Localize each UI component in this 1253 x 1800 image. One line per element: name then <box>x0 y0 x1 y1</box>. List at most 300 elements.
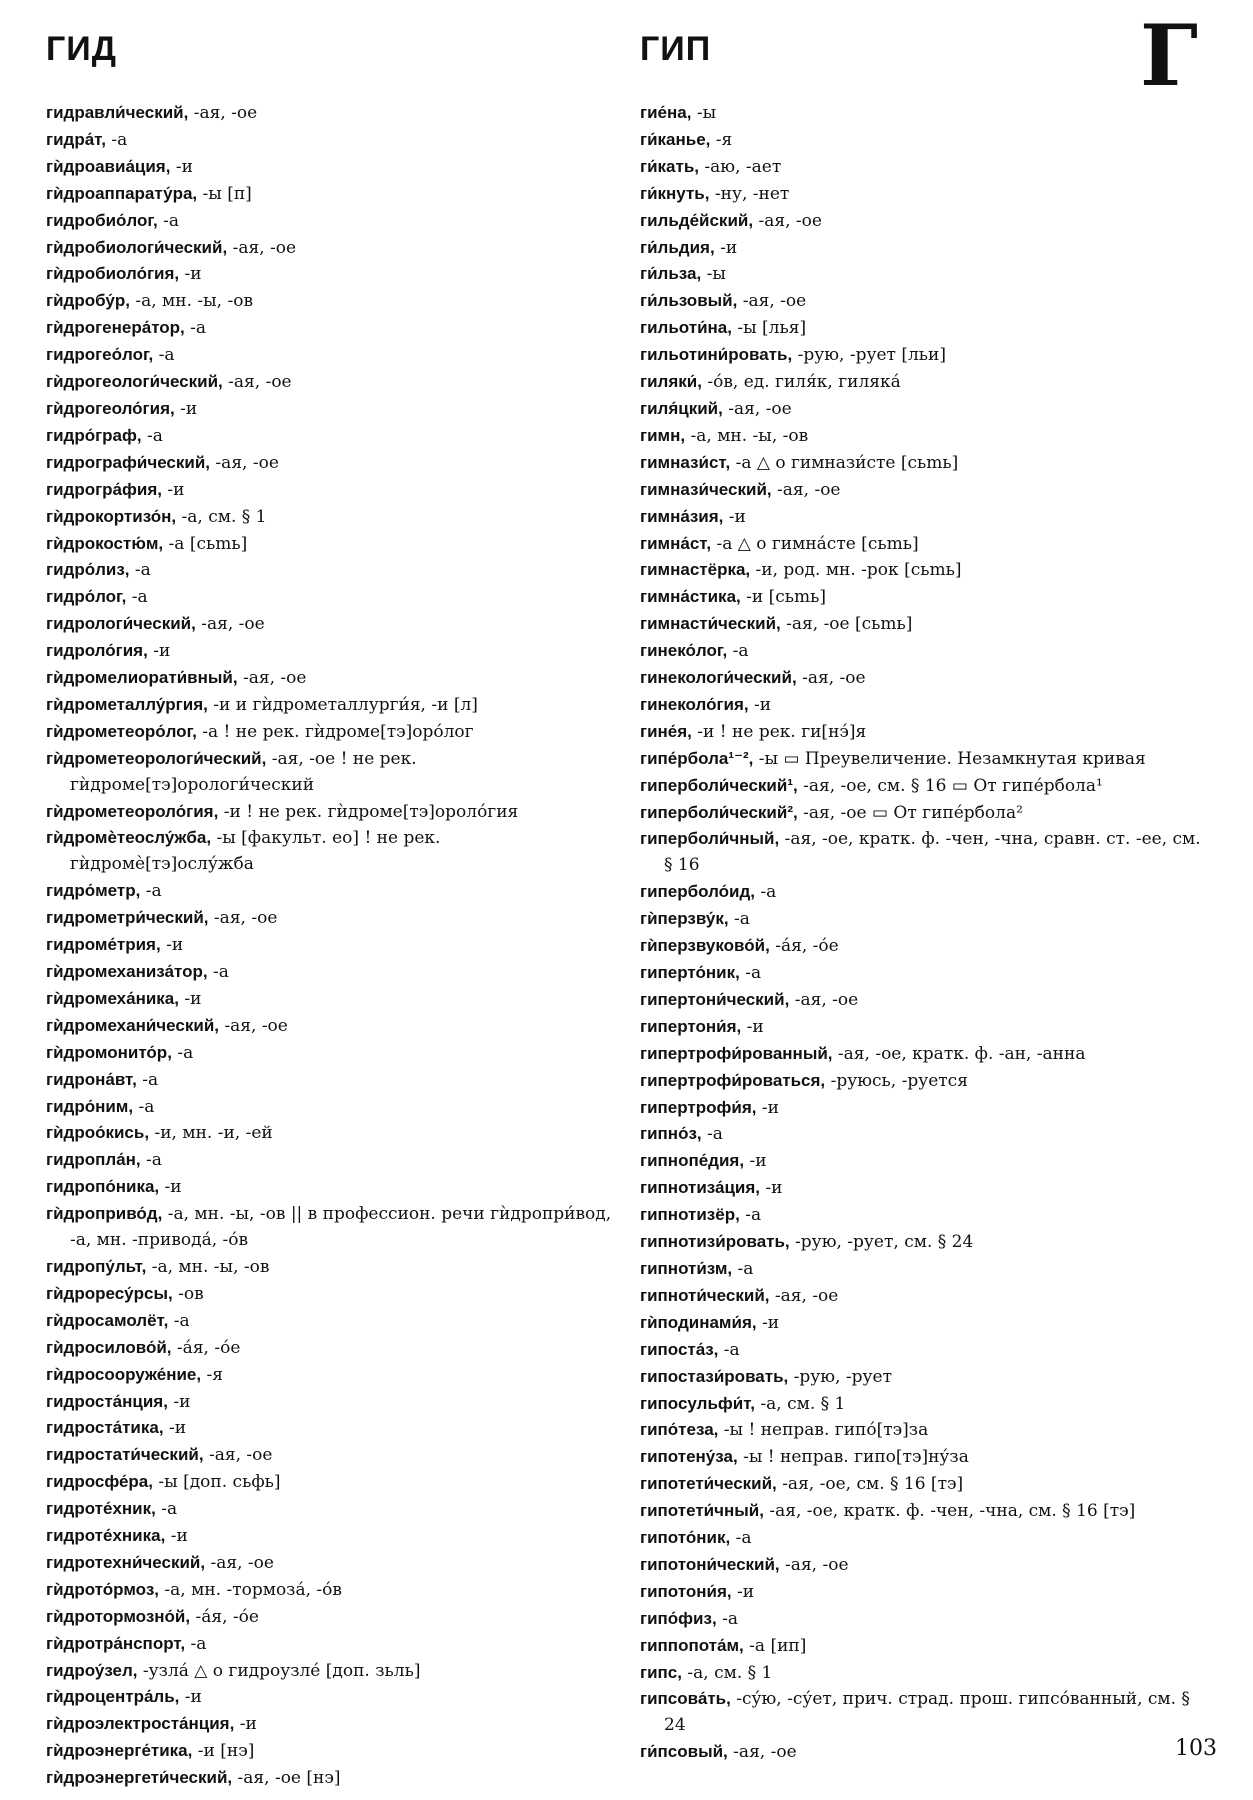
entry-grammar: -а <box>141 425 163 446</box>
entry-headword: гиперболо́ид, <box>640 882 756 902</box>
entry-headword: гѝдрометеороло́гия, <box>46 801 219 821</box>
entry-grammar: -и <box>714 237 738 258</box>
entry-headword: гильотини́ровать, <box>640 345 793 365</box>
entry-headword: ги́льза, <box>640 264 702 284</box>
dictionary-entry <box>640 1391 1210 1418</box>
entry-headword: гидропла́н, <box>46 1150 141 1170</box>
dictionary-entry <box>640 1417 1210 1444</box>
dictionary-entry <box>46 1631 616 1658</box>
entry-grammar: -ая, -ое <box>222 372 292 393</box>
entry-headword: гѝдромѐтеослу́жба, <box>46 828 212 848</box>
entry-headword: гиляки́, <box>640 372 702 392</box>
dictionary-entry <box>46 1550 616 1577</box>
entry-grammar: -а <box>718 1339 740 1360</box>
entry-headword: гѝдрото́рмоз, <box>46 1579 159 1599</box>
entry-grammar: -и ! не рек. ги[нэ́]я <box>691 721 867 742</box>
dictionary-entry <box>640 611 1210 638</box>
dictionary-entry <box>46 1201 616 1254</box>
entry-grammar: -а <box>739 1205 762 1226</box>
entry-grammar: -ая, -ое <box>753 210 822 231</box>
dictionary-entry <box>640 235 1210 262</box>
entry-headword: гипнотизёр, <box>640 1205 740 1225</box>
entry-grammar: -а́я, -о́е <box>769 936 839 957</box>
dictionary-entry <box>46 665 616 692</box>
entry-headword: гипостази́ровать, <box>640 1366 789 1386</box>
dictionary-entry <box>46 1684 616 1711</box>
dictionary-entry <box>640 1552 1210 1579</box>
entry-headword: гипноти́зм, <box>640 1258 733 1278</box>
entry-grammar: -и <box>741 1016 764 1037</box>
dictionary-entry <box>640 208 1210 235</box>
dictionary-entry <box>46 905 616 932</box>
dictionary-entry <box>640 719 1210 746</box>
entry-grammar: -и <box>760 1178 783 1199</box>
entry-headword: гѝдрометеоро́лог, <box>46 721 197 741</box>
entry-grammar: -ая, -ое <box>789 989 859 1010</box>
entry-headword: гидро́лиз, <box>46 560 130 580</box>
entry-headword: гипертрофи́я, <box>640 1097 757 1117</box>
entry-headword: гидропу́льт, <box>46 1256 147 1276</box>
entry-grammar: -су́ю, -су́ет, прич. страд. прош. гипсо́ванный, см. § 24 <box>664 1689 1190 1736</box>
entry-headword: гидроте́хника, <box>46 1526 166 1546</box>
dictionary-entry <box>46 235 616 262</box>
entry-grammar: -и <box>179 1687 202 1708</box>
dictionary-entry <box>640 477 1210 504</box>
entry-grammar: -а <box>140 1150 162 1171</box>
entry-headword: гипото́ник, <box>640 1528 731 1548</box>
entry-grammar: -а <box>716 1608 738 1629</box>
entry-headword: гипотони́ческий, <box>640 1554 780 1574</box>
dictionary-entry <box>640 1310 1210 1337</box>
entry-grammar: -а́я, -о́е <box>171 1337 241 1358</box>
dictionary-entry <box>640 665 1210 692</box>
dictionary-entry <box>46 1658 616 1685</box>
entry-grammar: -а, мн. -тормоза́, -о́в <box>159 1579 342 1600</box>
dictionary-entry <box>46 208 616 235</box>
dictionary-entry <box>46 638 616 665</box>
dictionary-entry <box>46 1577 616 1604</box>
dictionary-entry <box>640 1444 1210 1471</box>
dictionary-entry <box>46 825 616 878</box>
entry-grammar: -а <box>133 1096 155 1117</box>
entry-grammar: -ы [факульт. ео] ! не рек. гѝдромѐ[тэ]ослу́жба <box>70 828 441 875</box>
entry-grammar: -ая, -ое <box>208 908 278 929</box>
entry-grammar: -рую, -рует <box>788 1366 893 1387</box>
entry-headword: гѝдроэнерге́тика, <box>46 1741 193 1761</box>
entry-headword: гидроу́зел, <box>46 1660 138 1680</box>
dictionary-entry <box>46 477 616 504</box>
entry-grammar: -ы <box>691 103 717 123</box>
entry-grammar: -а <box>155 1499 178 1520</box>
dictionary-entry <box>46 1040 616 1067</box>
entry-headword: гидрогео́лог, <box>46 345 154 365</box>
right-column <box>640 100 1210 1766</box>
entry-headword: гимна́ст, <box>640 533 712 553</box>
dictionary-entry <box>46 1362 616 1389</box>
entry-headword: гидро́метр, <box>46 881 141 901</box>
entry-headword: ги́льзовый, <box>640 291 738 311</box>
dictionary-entry <box>46 342 616 369</box>
dictionary-entry <box>46 557 616 584</box>
entry-grammar: -а <box>171 1042 194 1063</box>
dictionary-entry <box>640 1256 1210 1283</box>
entry-headword: гѝдробиологи́ческий, <box>46 237 228 257</box>
entry-headword: гидравли́ческий, <box>46 103 189 122</box>
entry-headword: гѝдромехани́ческий, <box>46 1015 219 1035</box>
entry-headword: гипотети́ческий, <box>640 1474 777 1494</box>
dictionary-entry <box>640 1633 1210 1660</box>
dictionary-entry <box>46 1120 616 1147</box>
dictionary-entry <box>46 692 616 719</box>
dictionary-entry <box>46 1604 616 1631</box>
entry-headword: гипо́физ, <box>640 1608 717 1628</box>
dictionary-entry <box>46 1094 616 1121</box>
dictionary-entry <box>46 1711 616 1738</box>
entry-headword: гинеко́лог, <box>640 641 728 661</box>
entry-grammar: -а, мн. -ы, -ов || в профессион. речи гѝдропри́вод, -а, мн. -привода́, -о́в <box>70 1204 612 1251</box>
entry-headword: гипсова́ть, <box>640 1689 731 1709</box>
entry-grammar: -ы ▭ Преувеличение. Незамкнутая кривая <box>753 748 1146 769</box>
entry-headword: гѝперзву́к, <box>640 909 729 929</box>
entry-grammar: -а, мн. -ы, -ов <box>129 291 254 312</box>
entry-headword: гимнастёрка, <box>640 560 751 580</box>
entry-grammar: -а [cьmь] <box>163 533 248 554</box>
dictionary-entry <box>46 1147 616 1174</box>
dictionary-entry <box>46 584 616 611</box>
entry-grammar: -ая, -ое ! не рек. гѝдроме[тэ]орологи́ческий <box>70 748 417 795</box>
entry-grammar: -и <box>179 988 202 1009</box>
entry-headword: гипс, <box>640 1662 682 1682</box>
dictionary-entry <box>46 154 616 181</box>
entry-headword: гипотену́за, <box>640 1447 738 1467</box>
entry-grammar: -а <box>739 963 762 983</box>
entry-grammar: -руюсь, -руется <box>825 1070 968 1091</box>
dictionary-entry <box>640 1068 1210 1095</box>
dictionary-entry <box>640 746 1210 773</box>
entry-headword: гѝдроэнергети́ческий, <box>46 1768 233 1788</box>
entry-grammar: -и [сьmь] <box>740 587 827 608</box>
entry-headword: гимна́стика, <box>640 587 741 607</box>
entry-headword: гѝдрокостю́м, <box>46 533 164 553</box>
entry-headword: гидрологи́ческий, <box>46 614 196 634</box>
dictionary-entry <box>640 1525 1210 1552</box>
entry-headword: гѝдроприво́д, <box>46 1204 163 1224</box>
dictionary-entry <box>640 423 1210 450</box>
dictionary-entry <box>640 638 1210 665</box>
dictionary-entry <box>46 288 616 315</box>
entry-grammar: -ая, -ое, кратк. ф. -ан, -анна <box>832 1043 1086 1064</box>
entry-grammar: -ы [п] <box>197 183 252 204</box>
dictionary-entry <box>640 879 1210 906</box>
entry-headword: гѝдрометаллу́ргия, <box>46 694 208 714</box>
entry-headword: гипно́з, <box>640 1124 702 1144</box>
entry-grammar: -и <box>161 479 185 500</box>
dictionary-entry <box>640 342 1210 369</box>
entry-headword: гѝдрогенера́тор, <box>46 318 185 338</box>
entry-headword: гѝдротормозно́й, <box>46 1606 191 1626</box>
entry-grammar: -ая, -ое ▭ От гипе́рбола² <box>797 802 1023 823</box>
entry-grammar: -и <box>756 1312 780 1333</box>
entry-grammar: -ая, -ое <box>188 103 258 123</box>
entry-grammar: -а, мн. -ы, -ов <box>685 425 809 446</box>
entry-grammar: -а <box>168 1310 190 1331</box>
entry-headword: гидростати́ческий, <box>46 1445 204 1465</box>
entry-grammar: -и <box>163 1418 187 1439</box>
running-head-left: ГИД <box>46 30 117 68</box>
entry-grammar: -и <box>174 398 198 419</box>
dictionary-entry <box>640 450 1210 477</box>
entry-grammar: -аю, -ает <box>699 156 782 177</box>
entry-grammar: -ая, -ое <box>722 398 792 419</box>
entry-headword: гидроме́трия, <box>46 935 161 955</box>
entry-headword: гипотети́чный, <box>640 1501 764 1521</box>
entry-grammar: -и <box>160 935 184 956</box>
dictionary-entry <box>46 719 616 746</box>
entry-grammar: -а <box>185 1633 207 1654</box>
dictionary-entry <box>46 878 616 905</box>
entry-headword: гидробио́лог, <box>46 210 158 230</box>
entry-grammar: -и <box>756 1097 779 1118</box>
entry-headword: гипертони́я, <box>640 1016 742 1036</box>
entry-headword: гидро́граф, <box>46 425 142 445</box>
dictionary-entry <box>640 1175 1210 1202</box>
dictionary-entry <box>46 100 616 127</box>
entry-headword: ги́псовый, <box>640 1742 728 1762</box>
dictionary-entry <box>46 261 616 288</box>
entry-headword: гипотони́я, <box>640 1581 732 1601</box>
entry-grammar: -рую, -рует [льи] <box>792 345 946 366</box>
entry-headword: гидро́лог, <box>46 587 127 607</box>
entry-grammar: -ая, -ое <box>210 452 279 473</box>
entry-grammar: -ая, -ое, см. § 16 ▭ От гипе́рбола¹ <box>797 775 1103 796</box>
entry-headword: ги́кать, <box>640 156 699 176</box>
dictionary-entry <box>640 181 1210 208</box>
entry-headword: гипноти́ческий, <box>640 1285 770 1305</box>
dictionary-entry <box>640 1364 1210 1391</box>
entry-headword: гѝдросамолёт, <box>46 1310 169 1330</box>
entry-grammar: -а, см. § 1 <box>681 1662 773 1683</box>
entry-headword: гипертони́ческий, <box>640 989 790 1009</box>
dictionary-entry <box>46 504 616 531</box>
entry-headword: гимнази́ческий, <box>640 479 772 499</box>
entry-grammar: -а <box>728 909 750 930</box>
entry-grammar: -узла́ △ о гидроузле́ [доп. зьль] <box>137 1660 421 1681</box>
entry-grammar: -ая, -ое <box>796 668 866 689</box>
dictionary-entry <box>640 1606 1210 1633</box>
dictionary-entry <box>46 1496 616 1523</box>
entry-headword: гиля́цкий, <box>640 398 723 418</box>
entry-headword: гѝдрогеоло́гия, <box>46 398 175 418</box>
dictionary-entry <box>640 504 1210 531</box>
dictionary-entry <box>46 932 616 959</box>
entry-grammar: -а ! не рек. гѝдроме[тэ]оро́лог <box>196 721 474 742</box>
entry-headword: гимн, <box>640 425 686 445</box>
entry-headword: гѝдромеханиза́тор, <box>46 962 208 981</box>
entry-headword: гѝдрогеологи́ческий, <box>46 372 223 392</box>
entry-headword: гипертрофи́роваться, <box>640 1070 826 1090</box>
entry-grammar: -и, мн. -и, -ей <box>149 1123 273 1144</box>
dictionary-entry <box>46 1067 616 1094</box>
entry-grammar: -ы ! неправ. гипо[тэ]ну́за <box>737 1447 969 1468</box>
entry-grammar: -ая, -ое <box>237 668 307 689</box>
entry-grammar: -а, см. § 1 <box>176 506 267 527</box>
dictionary-entry <box>46 423 616 450</box>
dictionary-entry <box>640 1660 1210 1687</box>
entry-grammar: -ая, -ое [нэ] <box>232 1768 341 1789</box>
dictionary-entry <box>640 826 1210 879</box>
entry-headword: гѝдроресу́рсы, <box>46 1283 173 1303</box>
dictionary-entry <box>640 584 1210 611</box>
entry-grammar: -и и гѝдрометаллурги́я, -и [л] <box>207 694 478 715</box>
entry-headword: гидро́ним, <box>46 1096 134 1116</box>
entry-headword: гѝдромонито́р, <box>46 1042 172 1062</box>
dictionary-entry <box>46 315 616 342</box>
entry-headword: гимнасти́ческий, <box>640 614 781 634</box>
entry-headword: гине́я, <box>640 721 692 741</box>
entry-headword: ги́льдия, <box>640 237 715 257</box>
entry-grammar: -и ! не рек. гѝдроме[тэ]ороло́гия <box>218 801 519 822</box>
entry-headword: гидрогра́фия, <box>46 479 162 499</box>
entry-headword: гѝдрокортизо́н, <box>46 506 177 526</box>
entry-grammar: -а <box>140 881 162 902</box>
page-number: 103 <box>1175 1736 1217 1761</box>
entry-grammar: -а [ип] <box>743 1635 807 1656</box>
dictionary-entry <box>640 396 1210 423</box>
entry-grammar: -и <box>165 1526 188 1547</box>
entry-headword: гиперболи́ческий², <box>640 802 798 822</box>
entry-grammar: -я <box>710 129 733 150</box>
dictionary-entry <box>640 369 1210 396</box>
dictionary-entry <box>640 315 1210 342</box>
dictionary-entry <box>640 127 1210 154</box>
entry-headword: гимна́зия, <box>640 506 724 526</box>
entry-headword: гидропо́ника, <box>46 1177 160 1197</box>
dictionary-entry <box>46 986 616 1013</box>
entry-headword: ги́кнуть, <box>640 183 710 203</box>
dictionary-entry <box>46 1523 616 1550</box>
entry-grammar: -ы ! неправ. гипо́[тэ]за <box>718 1420 929 1441</box>
entry-grammar: -ая, -ое <box>771 479 841 500</box>
entry-headword: гѝдроо́кись, <box>46 1123 150 1143</box>
dictionary-entry <box>46 611 616 638</box>
entry-headword: гѝдроаппарату́ра, <box>46 183 198 203</box>
entry-grammar: -ы [доп. сьфь] <box>153 1472 281 1493</box>
entry-grammar: -и, род. мн. -рок [сьmь] <box>750 560 962 581</box>
entry-headword: гидра́т, <box>46 129 106 149</box>
dictionary-entry <box>640 1014 1210 1041</box>
dictionary-entry <box>46 181 616 208</box>
dictionary-entry <box>46 1335 616 1362</box>
entry-grammar: -ая, -ое <box>737 291 807 312</box>
dictionary-entry <box>640 987 1210 1014</box>
entry-grammar: -а <box>184 318 207 339</box>
entry-grammar: -ая, -ое <box>769 1285 839 1306</box>
entry-headword: гипнотиза́ция, <box>640 1178 761 1198</box>
dictionary-entry <box>46 127 616 154</box>
entry-headword: гинекологи́ческий, <box>640 668 797 688</box>
entry-grammar: -и <box>167 1391 191 1412</box>
dictionary-entry <box>640 154 1210 181</box>
dictionary-entry <box>640 692 1210 719</box>
dictionary-entry <box>46 369 616 396</box>
entry-headword: гиперболи́ческий¹, <box>640 775 798 795</box>
entry-headword: гидроте́хник, <box>46 1499 156 1519</box>
entry-grammar: -а <box>136 1069 159 1090</box>
entry-headword: гипосульфи́т, <box>640 1393 755 1413</box>
dictionary-entry <box>640 1498 1210 1525</box>
entry-headword: гѝдробу́р, <box>46 291 130 311</box>
dictionary-entry <box>640 1041 1210 1068</box>
entry-grammar: -а △ о гимна́сте [сьmь] <box>711 533 919 554</box>
entry-grammar: -и <box>147 641 171 662</box>
dictionary-entry <box>640 1229 1210 1256</box>
entry-headword: гидроста́тика, <box>46 1418 164 1438</box>
entry-grammar: -ая, -ое, кратк. ф. -чен, -чна, сравн. ст. -ее, см. § 16 <box>664 829 1201 876</box>
dictionary-entry <box>640 288 1210 315</box>
entry-grammar: -а <box>157 210 179 231</box>
entry-headword: гѝдроцентра́ль, <box>46 1687 180 1707</box>
dictionary-entry <box>640 933 1210 960</box>
entry-headword: гидросфе́ра, <box>46 1472 153 1492</box>
dictionary-entry <box>640 1686 1210 1739</box>
dictionary-entry <box>46 1469 616 1496</box>
entry-grammar: -а <box>207 962 229 982</box>
entry-headword: гиперто́ник, <box>640 963 740 982</box>
dictionary-entry <box>46 746 616 799</box>
entry-grammar: -а <box>126 587 148 608</box>
dictionary-entry <box>640 773 1210 800</box>
entry-headword: ги́канье, <box>640 129 711 149</box>
entry-headword: гидротехни́ческий, <box>46 1552 206 1572</box>
entry-headword: гѝперзвуково́й, <box>640 936 770 956</box>
dictionary-entry <box>640 1337 1210 1364</box>
entry-headword: гѝдромеха́ника, <box>46 988 179 1008</box>
dictionary-entry <box>46 1308 616 1335</box>
entry-grammar: -а <box>105 129 128 150</box>
entry-headword: гѝдросилово́й, <box>46 1337 172 1357</box>
entry-grammar: -а́я, -о́е <box>190 1606 259 1627</box>
entry-headword: гидрона́вт, <box>46 1069 137 1089</box>
running-head-right: ГИП <box>640 30 712 68</box>
section-letter: Г <box>1140 6 1198 105</box>
entry-grammar: -ая, -ое <box>219 1015 288 1036</box>
entry-grammar: -и <box>170 156 193 177</box>
entry-grammar: -а <box>701 1124 723 1145</box>
entry-grammar: -и <box>744 1151 767 1172</box>
entry-headword: гиппопота́м, <box>640 1635 744 1655</box>
dictionary-entry <box>640 531 1210 558</box>
entry-grammar: -рую, -рует, см. § 24 <box>789 1232 974 1253</box>
dictionary-entry <box>640 557 1210 584</box>
entry-grammar: -а <box>129 560 151 581</box>
dictionary-entry <box>640 1148 1210 1175</box>
entry-grammar: -а, мн. -ы, -ов <box>146 1256 270 1277</box>
dictionary-entry <box>46 1415 616 1442</box>
dictionary-entry <box>46 531 616 558</box>
entry-headword: гидрометри́ческий, <box>46 908 209 928</box>
dictionary-entry <box>640 1471 1210 1498</box>
entry-grammar: -ы [лья] <box>731 318 807 339</box>
dictionary-entry <box>640 1095 1210 1122</box>
entry-headword: гипоста́з, <box>640 1339 719 1359</box>
entry-headword: гипертрофи́рованный, <box>640 1043 833 1063</box>
entry-headword: гипо́теза, <box>640 1420 719 1440</box>
entry-grammar: -ов <box>172 1283 204 1304</box>
entry-headword: гиперболи́чный, <box>640 829 780 849</box>
dictionary-entry <box>46 1442 616 1469</box>
entry-grammar: -ая, -ое, см. § 16 [тэ] <box>776 1474 964 1495</box>
entry-headword: гипнотизи́ровать, <box>640 1232 790 1252</box>
